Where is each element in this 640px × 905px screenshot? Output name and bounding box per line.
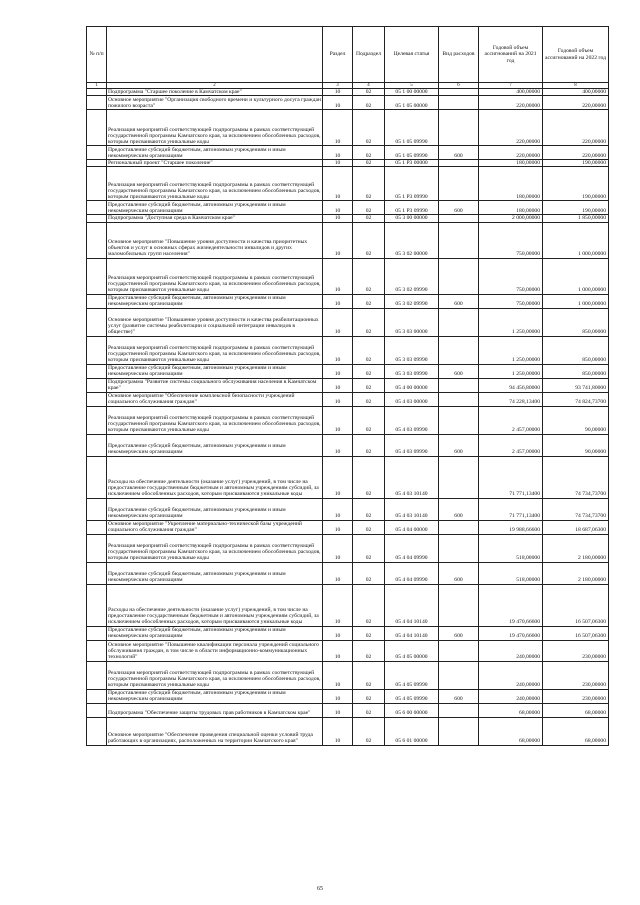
cell-amount-2021: 71 771,13400 [479,456,543,498]
cell-amount-2021: 19 470,66600 [479,626,543,640]
cell-podrazdel: 02 [353,640,385,661]
cell-name: Основное мероприятие "Обеспечение комплексной безопасности учреждений социального обслуживания граждан" [107,392,323,406]
cell-target-article: 05 1 P3 09990 [385,167,439,201]
table-row [87,584,609,626]
cell-amount-2022: 74 734,73700 [543,456,609,498]
table-row [87,160,609,167]
cell-name: Предоставление субсидий бюджетным, автономным учреждениям и иным некоммерческим организациям [107,434,323,456]
cell-num [87,160,107,167]
cell-podrazdel: 02 [353,584,385,626]
table-row [87,258,609,294]
cell-expense-type [439,520,479,534]
cell-podrazdel: 02 [353,146,385,160]
cell-amount-2022: 68,00000 [543,703,609,717]
table-row [87,717,609,745]
cell-podrazdel: 02 [353,364,385,378]
table-row [87,110,609,146]
cell-expense-type [439,110,479,146]
cell-amount-2022: 230,00000 [543,661,609,689]
cell-amount-2021: 518,00000 [479,562,543,584]
cell-podrazdel: 02 [353,215,385,222]
table-row [87,308,609,336]
cell-amount-2022: 2 180,00000 [543,534,609,562]
cell-name: Предоставление субсидий бюджетным, автономным учреждениям и иным некоммерческим организациям [107,626,323,640]
table-row [87,392,609,406]
cell-razdel: 10 [323,364,353,378]
cell-podrazdel: 02 [353,717,385,745]
cell-target-article: 05 1 00 00000 [385,89,439,96]
cell-num [87,89,107,96]
cell-name: Основное мероприятие "Обеспечение проведения специальной оценки условий труда работающих в организациях, расположенных на территории Камчатского края" [107,717,323,745]
cell-amount-2021: 19 988,66600 [479,520,543,534]
cell-amount-2021: 220,00000 [479,96,543,110]
cell-name: Предоставление субсидий бюджетным, автономным учреждениям и иным некоммерческим организациям [107,201,323,215]
cell-expense-type [439,160,479,167]
cell-name: Предоставление субсидий бюджетным, автономным учреждениям и иным некоммерческим организациям [107,364,323,378]
cell-podrazdel: 02 [353,406,385,434]
cell-num [87,392,107,406]
cell-razdel: 10 [323,584,353,626]
cell-amount-2022: 850,00000 [543,308,609,336]
cell-podrazdel: 02 [353,258,385,294]
cell-name: Реализация мероприятий соответствующей подпрограммы в рамках соответствующей государственной программы Камчатского края, за исключением обособленных расходов, которым присваиваются уникальные коды [107,336,323,364]
page-number: 65 [317,886,323,892]
cell-target-article: 05 3 02 00000 [385,222,439,258]
cell-target-article: 05 4 04 09990 [385,534,439,562]
cell-name: Подпрограмма "Старшее поколение в Камчатском крае" [107,89,323,96]
cell-target-article: 05 4 05 09990 [385,689,439,703]
cell-expense-type [439,96,479,110]
cell-expense-type [439,717,479,745]
cell-amount-2022: 190,00000 [543,167,609,201]
cell-amount-2022: 190,00000 [543,160,609,167]
cell-podrazdel: 02 [353,89,385,96]
cell-num [87,215,107,222]
cell-target-article: 05 4 00 00000 [385,378,439,392]
cell-target-article: 05 3 03 09990 [385,336,439,364]
cell-razdel: 10 [323,534,353,562]
column-number: 2 [107,83,323,89]
cell-amount-2021: 750,00000 [479,258,543,294]
cell-num [87,434,107,456]
cell-podrazdel: 02 [353,222,385,258]
cell-expense-type [439,308,479,336]
cell-name: Подпрограмма "Обеспечение защиты трудовых прав работников в Камчатском крае" [107,703,323,717]
cell-expense-type: 600 [439,689,479,703]
cell-expense-type [439,336,479,364]
table-row [87,434,609,456]
cell-razdel: 10 [323,110,353,146]
cell-num [87,364,107,378]
cell-name: Реализация мероприятий соответствующей подпрограммы в рамках соответствующей государственной программы Камчатского края, за исключением обособленных расходов, которым присваиваются уникальные коды [107,167,323,201]
cell-expense-type [439,640,479,661]
table-row [87,215,609,222]
cell-amount-2022: 93 741,80000 [543,378,609,392]
cell-expense-type [439,222,479,258]
cell-razdel: 10 [323,160,353,167]
column-number: 6 [439,83,479,89]
cell-target-article: 05 1 05 09990 [385,146,439,160]
cell-target-article: 05 1 P3 09990 [385,201,439,215]
cell-num [87,584,107,626]
cell-razdel: 10 [323,336,353,364]
cell-expense-type: 600 [439,146,479,160]
cell-num [87,661,107,689]
cell-razdel: 10 [323,89,353,96]
cell-amount-2022: 16 507,06300 [543,584,609,626]
cell-num [87,294,107,308]
cell-amount-2022: 18 687,06300 [543,520,609,534]
cell-name: Предоставление субсидий бюджетным, автономным учреждениям и иным некоммерческим организациям [107,562,323,584]
cell-podrazdel: 02 [353,336,385,364]
cell-expense-type [439,258,479,294]
table-row [87,406,609,434]
cell-podrazdel: 02 [353,110,385,146]
cell-podrazdel: 02 [353,562,385,584]
cell-amount-2021: 94 456,80000 [479,378,543,392]
cell-podrazdel: 02 [353,626,385,640]
cell-num [87,534,107,562]
cell-amount-2021: 240,00000 [479,689,543,703]
cell-name: Основное мероприятие "Повышение уровня доступности и качества приоритетных объектов и услуг в основных сферах жизнедеятельности инвалидов и других маломобильных групп населения" [107,222,323,258]
cell-razdel: 10 [323,167,353,201]
cell-amount-2021: 240,00000 [479,661,543,689]
cell-podrazdel: 02 [353,201,385,215]
table-body [87,89,609,746]
table-row [87,201,609,215]
header-target-article: Целевая статья [385,27,439,83]
cell-num [87,336,107,364]
table-row [87,294,609,308]
table-row [87,661,609,689]
cell-target-article: 05 3 03 09990 [385,364,439,378]
cell-amount-2021: 400,00000 [479,89,543,96]
cell-target-article: 05 1 05 00000 [385,96,439,110]
cell-expense-type [439,167,479,201]
cell-razdel: 10 [323,640,353,661]
cell-name: Предоставление субсидий бюджетным, автономным учреждениям и иным некоммерческим организациям [107,498,323,520]
cell-amount-2022: 2 180,00000 [543,562,609,584]
cell-target-article: 05 1 P3 00000 [385,160,439,167]
cell-num [87,562,107,584]
cell-name: Реализация мероприятий соответствующей подпрограммы в рамках соответствующей государственной программы Камчатского края, за исключением обособленных расходов, которым присваиваются уникальные коды [107,661,323,689]
column-number: 8 [543,83,609,89]
cell-amount-2021: 240,00000 [479,640,543,661]
cell-podrazdel: 02 [353,434,385,456]
cell-amount-2021: 74 228,13400 [479,392,543,406]
cell-amount-2022: 220,00000 [543,96,609,110]
cell-amount-2021: 180,00000 [479,201,543,215]
cell-target-article: 05 4 04 09990 [385,562,439,584]
table-row [87,520,609,534]
cell-amount-2022: 230,00000 [543,640,609,661]
cell-expense-type [439,456,479,498]
cell-expense-type [439,392,479,406]
cell-amount-2021: 180,00000 [479,160,543,167]
cell-amount-2022: 74 824,73700 [543,392,609,406]
cell-amount-2021: 180,00000 [479,167,543,201]
cell-podrazdel: 02 [353,167,385,201]
cell-amount-2022: 850,00000 [543,336,609,364]
table-row [87,96,609,110]
cell-amount-2022: 1 000,00000 [543,222,609,258]
cell-razdel: 10 [323,406,353,434]
cell-num [87,406,107,434]
cell-amount-2022: 90,00000 [543,434,609,456]
cell-podrazdel: 02 [353,96,385,110]
table-row [87,689,609,703]
cell-razdel: 10 [323,215,353,222]
cell-target-article: 05 3 02 09990 [385,258,439,294]
cell-target-article: 05 4 03 09990 [385,406,439,434]
cell-expense-type [439,378,479,392]
cell-podrazdel: 02 [353,520,385,534]
cell-target-article: 05 4 03 10140 [385,456,439,498]
cell-num [87,378,107,392]
cell-podrazdel: 02 [353,534,385,562]
cell-razdel: 10 [323,258,353,294]
cell-num [87,96,107,110]
cell-num [87,703,107,717]
cell-expense-type: 600 [439,364,479,378]
cell-razdel: 10 [323,626,353,640]
cell-razdel: 10 [323,661,353,689]
cell-name: Основное мероприятие "Повышение уровня доступности и качества реабилитационных услуг (развитие системы реабилитации и социальной интеграции инвалидов в обществе)" [107,308,323,336]
cell-num [87,626,107,640]
cell-expense-type: 600 [439,201,479,215]
cell-name: Основное мероприятие "Укрепление материально-технической базы учреждений социального обслуживания граждан" [107,520,323,534]
cell-amount-2021: 1 250,00000 [479,364,543,378]
cell-amount-2021: 2 000,00000 [479,215,543,222]
cell-podrazdel: 02 [353,308,385,336]
table-header-row [87,27,609,83]
cell-razdel: 10 [323,689,353,703]
cell-name: Подпрограмма "Доступная среда в Камчатском крае" [107,215,323,222]
cell-razdel: 10 [323,308,353,336]
cell-name: Подпрограмма "Развитие системы социального обслуживания населения в Камчатском крае" [107,378,323,392]
cell-amount-2021: 68,00000 [479,703,543,717]
cell-amount-2022: 400,00000 [543,89,609,96]
cell-amount-2021: 2 457,00000 [479,406,543,434]
cell-name: Расходы на обеспечение деятельности (оказание услуг) учреждений, в том числе на предоставление государственным бюджетным и автономным учреждениям субсидий, за исключением обособленных расходов, которым присваиваются уникальные коды [107,584,323,626]
cell-amount-2022: 1 000,00000 [543,258,609,294]
cell-amount-2021: 518,00000 [479,534,543,562]
cell-target-article: 05 4 03 00000 [385,392,439,406]
cell-podrazdel: 02 [353,703,385,717]
cell-amount-2021: 71 771,13400 [479,498,543,520]
table-row [87,456,609,498]
cell-target-article: 05 6 01 00000 [385,717,439,745]
cell-num [87,456,107,498]
cell-target-article: 05 4 05 00000 [385,640,439,661]
cell-razdel: 10 [323,294,353,308]
cell-num [87,498,107,520]
cell-num [87,258,107,294]
cell-target-article: 05 3 00 00000 [385,215,439,222]
header-num: № п/п [87,27,107,83]
cell-name: Основное мероприятие "Повышение квалификации персонала учреждений социального обслуживания граждан, в том числе в области информационно-коммуникационных технологий" [107,640,323,661]
cell-razdel: 10 [323,222,353,258]
cell-name: Региональный проект "Старшее поколение" [107,160,323,167]
cell-razdel: 10 [323,456,353,498]
cell-amount-2021: 1 250,00000 [479,336,543,364]
cell-amount-2022: 1 000,00000 [543,294,609,308]
cell-razdel: 10 [323,498,353,520]
cell-target-article: 05 4 03 10140 [385,498,439,520]
header-name [107,27,323,83]
cell-target-article: 05 1 05 09990 [385,110,439,146]
header-podrazdel: Подраздел [353,27,385,83]
cell-amount-2021: 1 250,00000 [479,308,543,336]
cell-amount-2022: 74 734,73700 [543,498,609,520]
cell-amount-2022: 90,00000 [543,406,609,434]
cell-amount-2021: 750,00000 [479,294,543,308]
table-row [87,703,609,717]
cell-name: Предоставление субсидий бюджетным, автономным учреждениям и иным некоммерческим организациям [107,689,323,703]
cell-name: Расходы на обеспечение деятельности (оказание услуг) учреждений, в том числе на предоставление государственным бюджетным и автономным учреждениям субсидий, за исключением обособленных расходов, которым присваиваются уникальные коды [107,456,323,498]
cell-target-article: 05 4 04 10140 [385,626,439,640]
cell-amount-2022: 230,00000 [543,689,609,703]
header-amount-2021: Годовой объем ассигнований на 2021 год [479,27,543,83]
cell-name: Предоставление субсидий бюджетным, автономным учреждениям и иным некоммерческим организациям [107,294,323,308]
table-row [87,562,609,584]
cell-name: Реализация мероприятий соответствующей подпрограммы в рамках соответствующей государственной программы Камчатского края, за исключением обособленных расходов, которым присваиваются уникальные коды [107,406,323,434]
cell-podrazdel: 02 [353,456,385,498]
table-row [87,378,609,392]
cell-razdel: 10 [323,378,353,392]
cell-target-article: 05 4 04 00000 [385,520,439,534]
cell-expense-type [439,661,479,689]
cell-num [87,640,107,661]
cell-amount-2022: 850,00000 [543,364,609,378]
cell-amount-2021: 220,00000 [479,110,543,146]
cell-amount-2021: 68,00000 [479,717,543,745]
cell-num [87,110,107,146]
cell-num [87,167,107,201]
cell-name: Предоставление субсидий бюджетным, автономным учреждениям и иным некоммерческим организациям [107,146,323,160]
header-expense-type: Вид расходов [439,27,479,83]
cell-expense-type: 600 [439,294,479,308]
cell-name: Реализация мероприятий соответствующей подпрограммы в рамках соответствующей государственной программы Камчатского края, за исключением обособленных расходов, которым присваиваются уникальные коды [107,258,323,294]
cell-num [87,222,107,258]
table-row [87,626,609,640]
cell-podrazdel: 02 [353,378,385,392]
cell-razdel: 10 [323,392,353,406]
cell-amount-2022: 1 850,00000 [543,215,609,222]
cell-expense-type [439,703,479,717]
header-razdel: Раздел [323,27,353,83]
cell-razdel: 10 [323,717,353,745]
cell-target-article: 05 4 05 09990 [385,661,439,689]
cell-podrazdel: 02 [353,498,385,520]
cell-target-article: 05 3 02 09990 [385,294,439,308]
cell-amount-2022: 220,00000 [543,110,609,146]
cell-podrazdel: 02 [353,294,385,308]
cell-expense-type [439,584,479,626]
column-number: 4 [353,83,385,89]
cell-expense-type: 600 [439,626,479,640]
cell-num [87,146,107,160]
cell-amount-2021: 750,00000 [479,222,543,258]
table-row [87,364,609,378]
cell-razdel: 10 [323,201,353,215]
table-row [87,89,609,96]
cell-num [87,308,107,336]
budget-table-container [86,26,608,746]
cell-expense-type [439,406,479,434]
table-row [87,336,609,364]
cell-expense-type: 600 [439,498,479,520]
cell-razdel: 10 [323,703,353,717]
column-number: 1 [87,83,107,89]
cell-podrazdel: 02 [353,661,385,689]
budget-table [86,26,609,746]
cell-amount-2021: 19 470,66600 [479,584,543,626]
cell-amount-2022: 16 507,06300 [543,626,609,640]
cell-amount-2022: 68,00000 [543,717,609,745]
cell-num [87,201,107,215]
cell-amount-2022: 220,00000 [543,146,609,160]
column-number: 5 [385,83,439,89]
cell-razdel: 10 [323,562,353,584]
header-amount-2022: Годовой объем ассигнований на 2022 год [543,27,609,83]
cell-expense-type [439,89,479,96]
cell-target-article: 05 4 04 10140 [385,584,439,626]
cell-name: Реализация мероприятий соответствующей подпрограммы в рамках соответствующей государственной программы Камчатского края, за исключением обособленных расходов, которым присваиваются уникальные коды [107,534,323,562]
cell-razdel: 10 [323,96,353,110]
cell-num [87,689,107,703]
cell-expense-type [439,215,479,222]
cell-target-article: 05 4 03 09990 [385,434,439,456]
cell-expense-type [439,534,479,562]
table-row [87,222,609,258]
cell-name: Основное мероприятие "Организация свободного времени и культурного досуга граждан пожилого возраста" [108,96,321,109]
cell-razdel: 10 [323,434,353,456]
cell-expense-type: 600 [439,434,479,456]
column-number: 7 [479,83,543,89]
table-row [87,167,609,201]
cell-razdel: 10 [323,146,353,160]
cell-num [87,717,107,745]
cell-num [87,520,107,534]
table-row [87,146,609,160]
table-row [87,498,609,520]
cell-amount-2021: 2 457,00000 [479,434,543,456]
cell-podrazdel: 02 [353,689,385,703]
cell-target-article: 05 3 03 00000 [385,308,439,336]
cell-amount-2022: 190,00000 [543,201,609,215]
cell-podrazdel: 02 [353,392,385,406]
table-row [87,640,609,661]
cell-target-article: 05 6 00 00000 [385,703,439,717]
cell-amount-2021: 220,00000 [479,146,543,160]
cell-expense-type: 600 [439,562,479,584]
cell-name: Реализация мероприятий соответствующей подпрограммы в рамках соответствующей государственной программы Камчатского края, за исключением обособленных расходов, которым присваиваются уникальные коды [107,110,323,146]
table-row [87,534,609,562]
cell-razdel: 10 [323,520,353,534]
column-number: 3 [323,83,353,89]
cell-podrazdel: 02 [353,160,385,167]
